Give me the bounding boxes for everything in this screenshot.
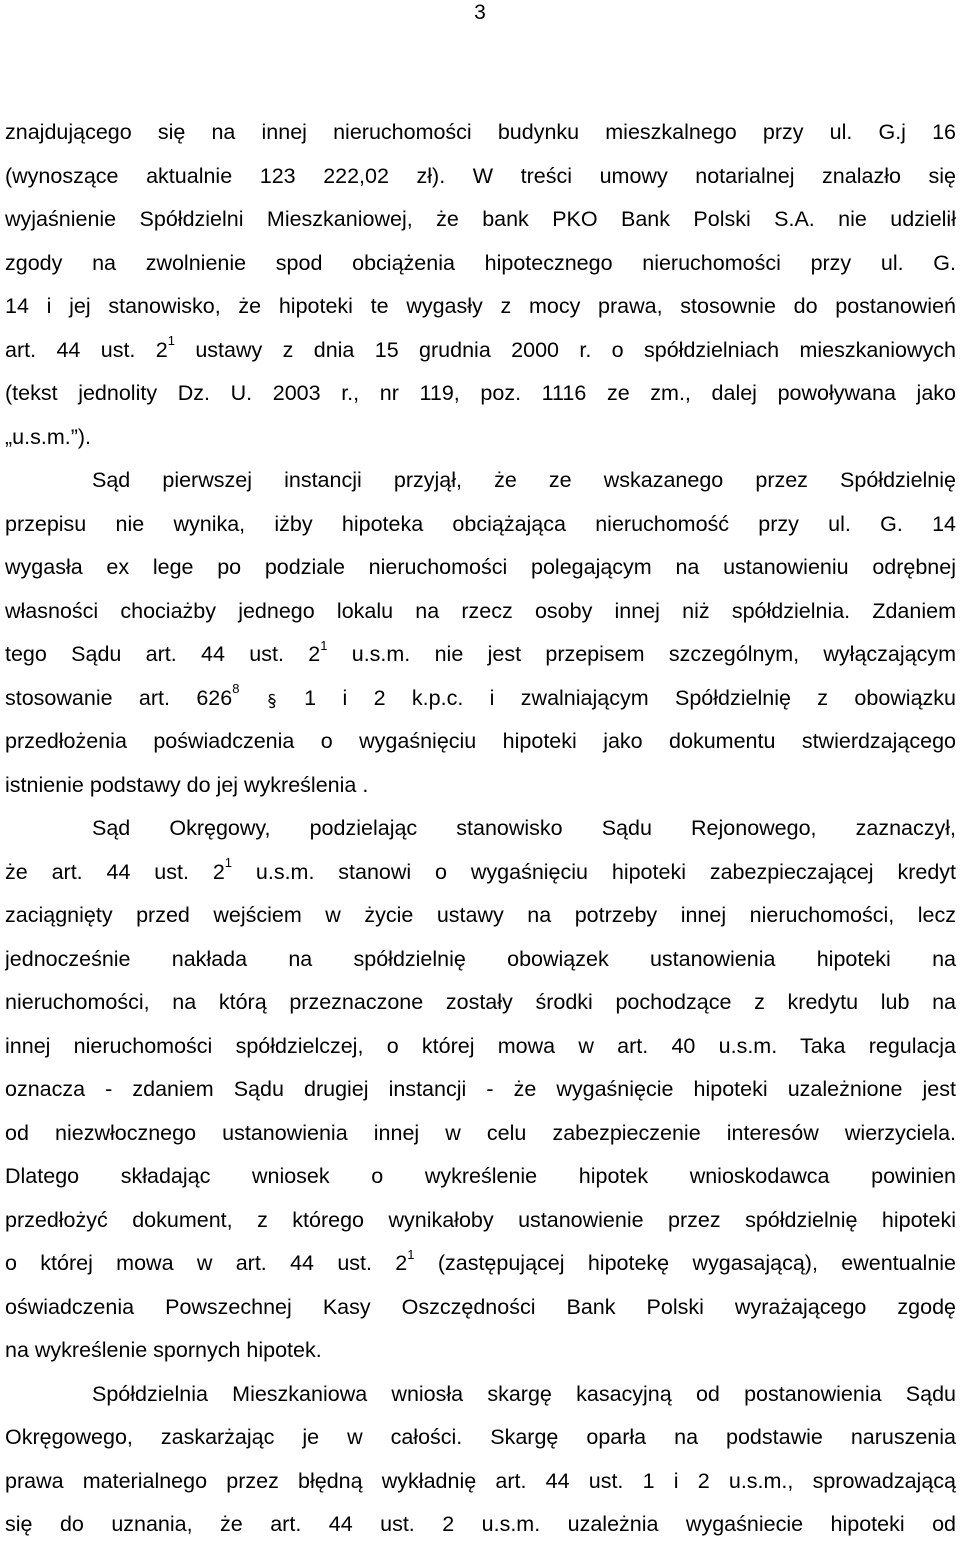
text-segment: wygasła ex lege po podziale nieruchomości polegającym na ustanowieniu odrębnej: [5, 555, 956, 579]
text-line: [5, 720, 956, 764]
text-segment: Okręgowego, zaskarżając je w całości. Skargę oparła na podstawie naruszenia: [5, 1425, 956, 1449]
text-line: [5, 242, 956, 286]
text-line: [5, 198, 956, 242]
text-line: [5, 938, 956, 982]
text-line: [5, 372, 956, 416]
text-segment: istnienie podstawy do jej wykreślenia .: [5, 772, 369, 797]
superscript: 1: [320, 637, 328, 653]
superscript: 1: [407, 1246, 415, 1262]
text-line: [5, 1199, 956, 1243]
text-segment: że art. 44 ust. 2: [5, 859, 225, 884]
text-line: [5, 764, 956, 808]
text-segment: przedłożyć dokument, z którego wynikałoby ustanowienie przez spółdzielnię hipoteki: [5, 1207, 956, 1232]
text-line: [5, 677, 956, 721]
text-line: [5, 1112, 956, 1156]
text-line: [5, 1025, 956, 1069]
text-segment: (zastępującej hipotekę wygasającą), ewentualnie: [414, 1251, 956, 1275]
text-segment: wyjaśnienie Spółdzielni Mieszkaniowej, że bank PKO Bank Polski S.A. nie udzielił: [5, 207, 956, 231]
text-line: [5, 981, 956, 1025]
text-segment: innej nieruchomości spółdzielczej, o której mowa w art. 40 u.s.m. Taka regulacja: [5, 1033, 956, 1058]
text-segment: przedłożenia poświadczenia o wygaśnięciu hipoteki jako dokumentu stwierdzającego: [5, 729, 956, 753]
text-line: [5, 894, 956, 938]
text-segment: art. 44 ust. 2: [5, 337, 168, 362]
text-line: [5, 459, 956, 503]
text-segment: (tekst jednolity Dz. U. 2003 r., nr 119, poz. 1116 ze zm., dalej powoływana jako: [5, 381, 956, 405]
text-line: [5, 503, 956, 547]
text-segment: Sąd pierwszej instancji przyjął, że ze wskazanego przez Spółdzielnię: [92, 468, 956, 492]
text-line: [5, 416, 956, 460]
text-segment: tego Sądu art. 44 ust. 2: [5, 642, 321, 666]
text-segment: Dlatego składając wniosek o wykreślenie hipotek wnioskodawca powinien: [5, 1164, 956, 1188]
text-segment: o której mowa w art. 44 ust. 2: [5, 1251, 408, 1275]
text-segment: własności chociażby jednego lokalu na rzecz osoby innej niż spółdzielnia. Zdaniem: [5, 598, 956, 623]
text-segment: 14 i jej stanowisko, że hipoteki te wygasły z mocy prawa, stosownie do postanowień: [5, 294, 956, 318]
text-segment: prawa materialnego przez błędną wykładnię art. 44 ust. 1 i 2 u.s.m., sprowadzającą: [5, 1468, 956, 1493]
text-line: [5, 285, 956, 329]
text-line: [5, 1373, 956, 1417]
text-line: [5, 155, 956, 199]
superscript: 1: [167, 333, 175, 349]
superscript: 8: [232, 681, 240, 697]
text-line: [5, 111, 956, 155]
text-segment: jednocześnie nakłada na spółdzielnię obowiązek ustanowienia hipoteki na: [5, 946, 956, 971]
text-line: [5, 1416, 956, 1460]
text-segment: 1 i 2 k.p.c. i zwalniającym Spółdzielnię z obowiązku: [277, 685, 956, 710]
superscript: 1: [224, 855, 233, 871]
text-line: [5, 1503, 956, 1547]
text-segment: nieruchomości, na którą przeznaczone zostały środki pochodzące z kredytu lub na: [5, 990, 956, 1014]
text-segment: zgody na zwolnienie spod obciążenia hipotecznego nieruchomości przy ul. G.: [5, 250, 956, 275]
text-segment: się do uznania, że art. 44 ust. 2 u.s.m. uzależnia wygaśniecie hipoteki od: [5, 1512, 956, 1536]
section-sign-icon: [266, 693, 278, 709]
document-body: [5, 111, 956, 1547]
text-segment: od niezwłocznego ustanowienia innej w celu zabezpieczenie interesów wierzyciela.: [5, 1120, 956, 1145]
text-segment: Sąd Okręgowy, podzielając stanowisko Sądu Rejonowego, zaznaczył,: [92, 816, 956, 840]
text-line: [5, 1286, 956, 1330]
text-segment: przepisu nie wynika, iżby hipoteka obciążająca nieruchomość przy ul. G. 14: [5, 511, 956, 536]
text-segment: Spółdzielnia Mieszkaniowa wniosła skargę kasacyjną od postanowienia Sądu: [92, 1381, 956, 1406]
text-line: [5, 546, 956, 590]
text-segment: oznacza - zdaniem Sądu drugiej instancji - że wygaśnięcie hipoteki uzależnione jest: [5, 1077, 956, 1101]
text-line: [5, 1155, 956, 1199]
text-line: [5, 590, 956, 634]
text-line: [5, 1242, 956, 1286]
text-line: [5, 807, 956, 851]
text-segment: znajdującego się na innej nieruchomości budynku mieszkalnego przy ul. G.j 16: [5, 120, 956, 144]
text-line: [5, 1329, 956, 1373]
text-segment: „u.s.m.”).: [5, 424, 91, 449]
text-segment: (wynoszące aktualnie 123 222,02 zł). W treści umowy notarialnej znalazło się: [5, 163, 956, 188]
page-number: 3: [474, 1, 486, 24]
text-segment: u.s.m. stanowi o wygaśnięciu hipoteki zabezpieczającej kredyt: [232, 859, 956, 884]
text-segment: zaciągnięty przed wejściem w życie ustawy na potrzeby innej nieruchomości, lecz: [5, 903, 956, 927]
text-line: [5, 1460, 956, 1504]
text-line: [5, 851, 956, 895]
text-line: [5, 329, 956, 373]
text-segment: na wykreślenie spornych hipotek.: [5, 1338, 322, 1362]
text-segment: ustawy z dnia 15 grudnia 2000 r. o spółdzielniach mieszkaniowych: [174, 337, 956, 362]
text-segment: u.s.m. nie jest przepisem szczególnym, wyłączającym: [327, 642, 956, 666]
text-line: [5, 1068, 956, 1112]
text-segment: oświadczenia Powszechnej Kasy Oszczędności Bank Polski wyrażającego zgodę: [5, 1294, 956, 1319]
text-segment: stosowanie art. 626: [5, 685, 233, 710]
text-line: [5, 633, 956, 677]
